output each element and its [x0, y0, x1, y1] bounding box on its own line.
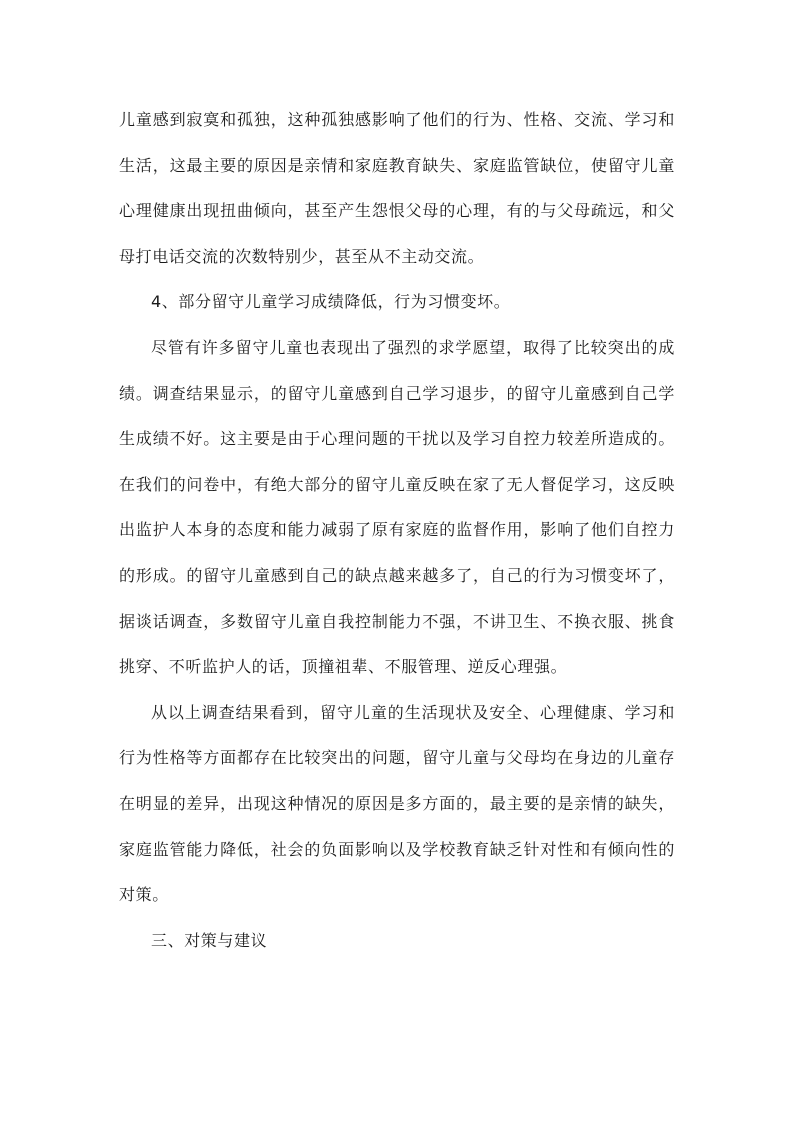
paragraph-summary: 从以上调查结果看到，留守儿童的生活现状及安全、心理健康、学习和行为性格等方面都存在比较突出的问题，留守儿童与父母均在身边的儿童存在明显的差异，出现这种情况的原因是多方面的，最主要的是亲情的缺失，家庭监管能力降低，社会的负面影响以及学校教育缺乏针对性和有倾向性的对策。	[119, 702, 675, 905]
document-body	[119, 97, 675, 963]
paragraph-continuation: 儿童感到寂寞和孤独，这种孤独感影响了他们的行为、性格、交流、学习和生活，这最主要的原因是亲情和家庭教育缺失、家庭监管缺位，使留守儿童心理健康出现扭曲倾向，甚至产生怨恨父母的心理，有的与父母疏远，和父母打电话交流的次数特别少，甚至从不主动交流。	[119, 110, 675, 266]
section-heading-4: 4、部分留守儿童学习成绩降低，行为习惯变坏。	[151, 292, 511, 312]
paragraph-academic: 尽管有许多留守儿童也表现出了强烈的求学愿望，取得了比较突出的成绩。调查结果显示，的留守儿童感到自己学习退步，的留守儿童感到自己学生成绩不好。这主要是由于心理问题的干扰以及学习自控力较差所造成的。在我们的问卷中，有绝大部分的留守儿童反映在家了无人督促学习，这反映出监护人本身的态度和能力减弱了原有家庭的监督作用，影响了他们自控力的形成。的留守儿童感到自己的缺点越来越多了，自己的行为习惯变坏了，据谈话调查，多数留守儿童自我控制能力不强，不讲卫生、不换衣服、挑食挑穿、不听监护人的话，顶撞祖辈、不服管理、逆反心理强。	[119, 337, 675, 677]
section-heading-3: 三、对策与建议	[151, 930, 268, 950]
